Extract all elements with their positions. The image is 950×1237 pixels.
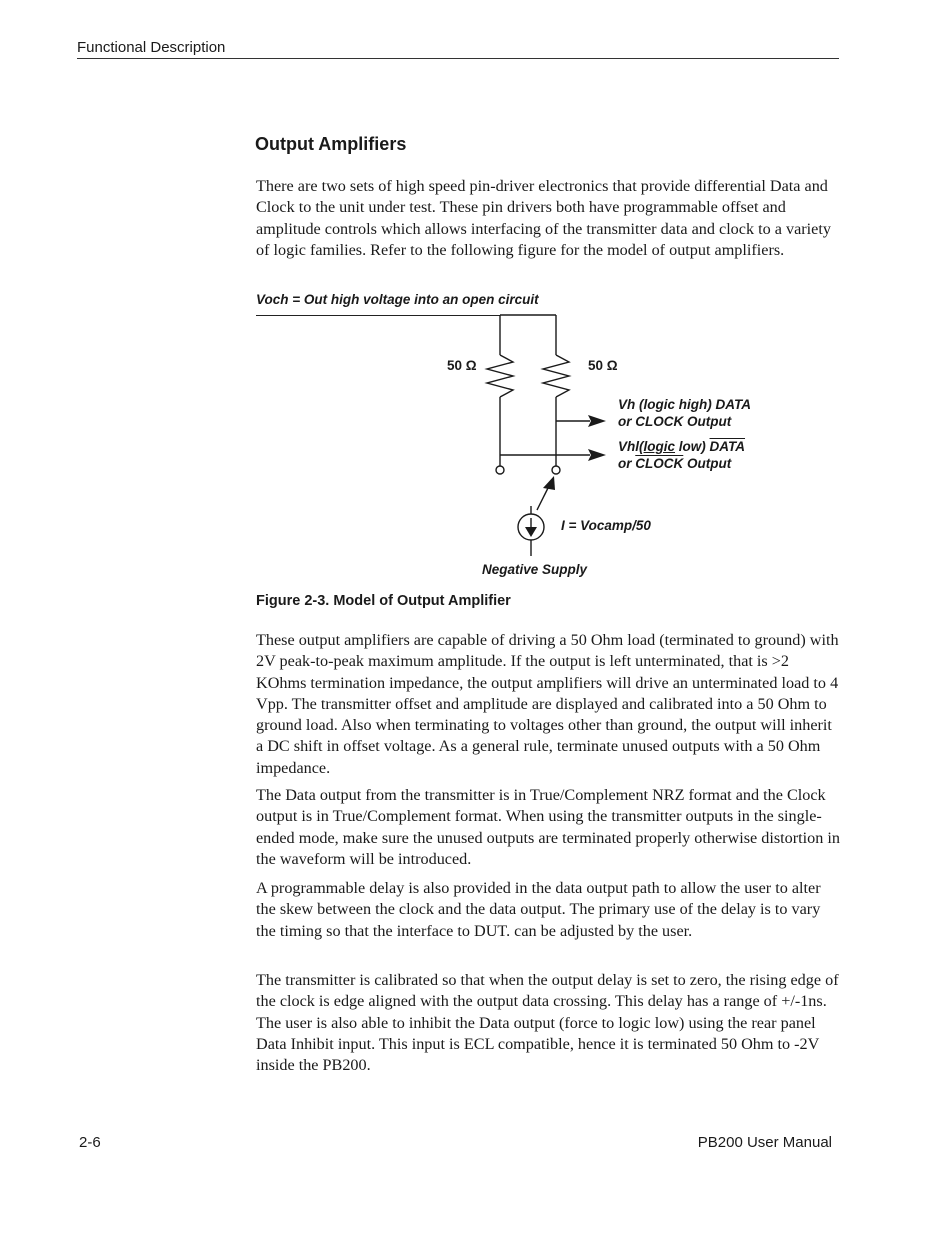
resistor-right — [543, 355, 569, 397]
output-low-text-f: CLOCK — [635, 456, 684, 471]
body-paragraph-4: The transmitter is calibrated so that when the output delay is set to zero, the rising edge of the clock is edge aligned with the output data crossing. This delay has a range of +/-1ns. The user is also able to inhibit the Data output (force to logic low) using the rear panel Data Inhibit input. This input is ECL compatible, hence it is terminated 50 Ohm to -2V inside the PB200. — [256, 971, 839, 1075]
resistor-right-label: 50 Ω — [588, 358, 618, 373]
output-low-text-d: DATA — [709, 439, 746, 454]
arrow-out-low — [588, 449, 606, 461]
figure-top-label: Voch = Out high voltage into an open circuit — [256, 292, 539, 307]
switch-arrowhead — [543, 476, 555, 490]
output-low-text-c: low) — [675, 439, 710, 454]
output-high-line2: or CLOCK Output — [618, 414, 732, 429]
section-title: Output Amplifiers — [255, 134, 407, 154]
manual-title: PB200 User Manual — [697, 1134, 832, 1151]
arrow-out-high — [588, 415, 606, 427]
terminal-right — [552, 466, 560, 474]
current-label: I = Vocamp/50 — [561, 518, 651, 533]
output-high-line1: Vh (logic high) DATA — [618, 397, 751, 412]
resistor-left — [487, 355, 513, 397]
output-low-line2 — [618, 456, 731, 471]
supply-label: Negative Supply — [482, 562, 588, 577]
output-low-text-e: or — [618, 456, 636, 471]
body-paragraph-1: These output amplifiers are capable of driving a 50 Ohm load (terminated to ground) with 2V peak-to-peak maximum amplitude. If the output is left unterminated, that is >2 KOhms termination impedance, the output amplifiers will drive an unterminated load to 4 Vpp. The transmitter offset and amplitude are displayed and calibrated into a 50 Ohm to ground load. Also when terminating to voltages other than ground, the output will inherit a DC shift in offset voltage. As a general rule, terminate unused outputs with a 50 Ohm impedance. — [256, 631, 839, 777]
output-low-text-b: logic — [643, 439, 676, 454]
body-paragraph-3: A programmable delay is also provided in the data output path to allow the user to alter the skew between the clock and the data output. The primary use of the delay is to vary the timing so that the interface to DUT. can be adjusted by the user. — [256, 879, 821, 940]
body-paragraph-2: The Data output from the transmitter is in True/Complement NRZ format and the Clock output is in True/Complement format. When using the transmitter outputs in the single-ended mode, make sure the unused outputs are terminated properly otherwise distortion in the waveform will be introduced. — [256, 786, 840, 868]
page-number: 2-6 — [79, 1134, 101, 1151]
output-low-text-a: Vhl( — [618, 439, 644, 454]
output-low-text-g: Output — [683, 456, 732, 471]
terminal-left — [496, 466, 504, 474]
running-header: Functional Description — [77, 39, 226, 56]
resistor-left-label: 50 Ω — [447, 358, 477, 373]
figure-caption: Figure 2-3. Model of Output Amplifier — [256, 593, 511, 609]
output-low-line1 — [618, 439, 745, 454]
source-arrowhead — [525, 527, 537, 537]
intro-paragraph: There are two sets of high speed pin-driver electronics that provide differential Data and Clock to the unit under test. These pin drivers both have programmable offset and amplitude controls which allows interfacing of the transmitter data and clock to a variety of logic families. Refer to the following figure for the model of output amplifiers. — [256, 177, 831, 259]
